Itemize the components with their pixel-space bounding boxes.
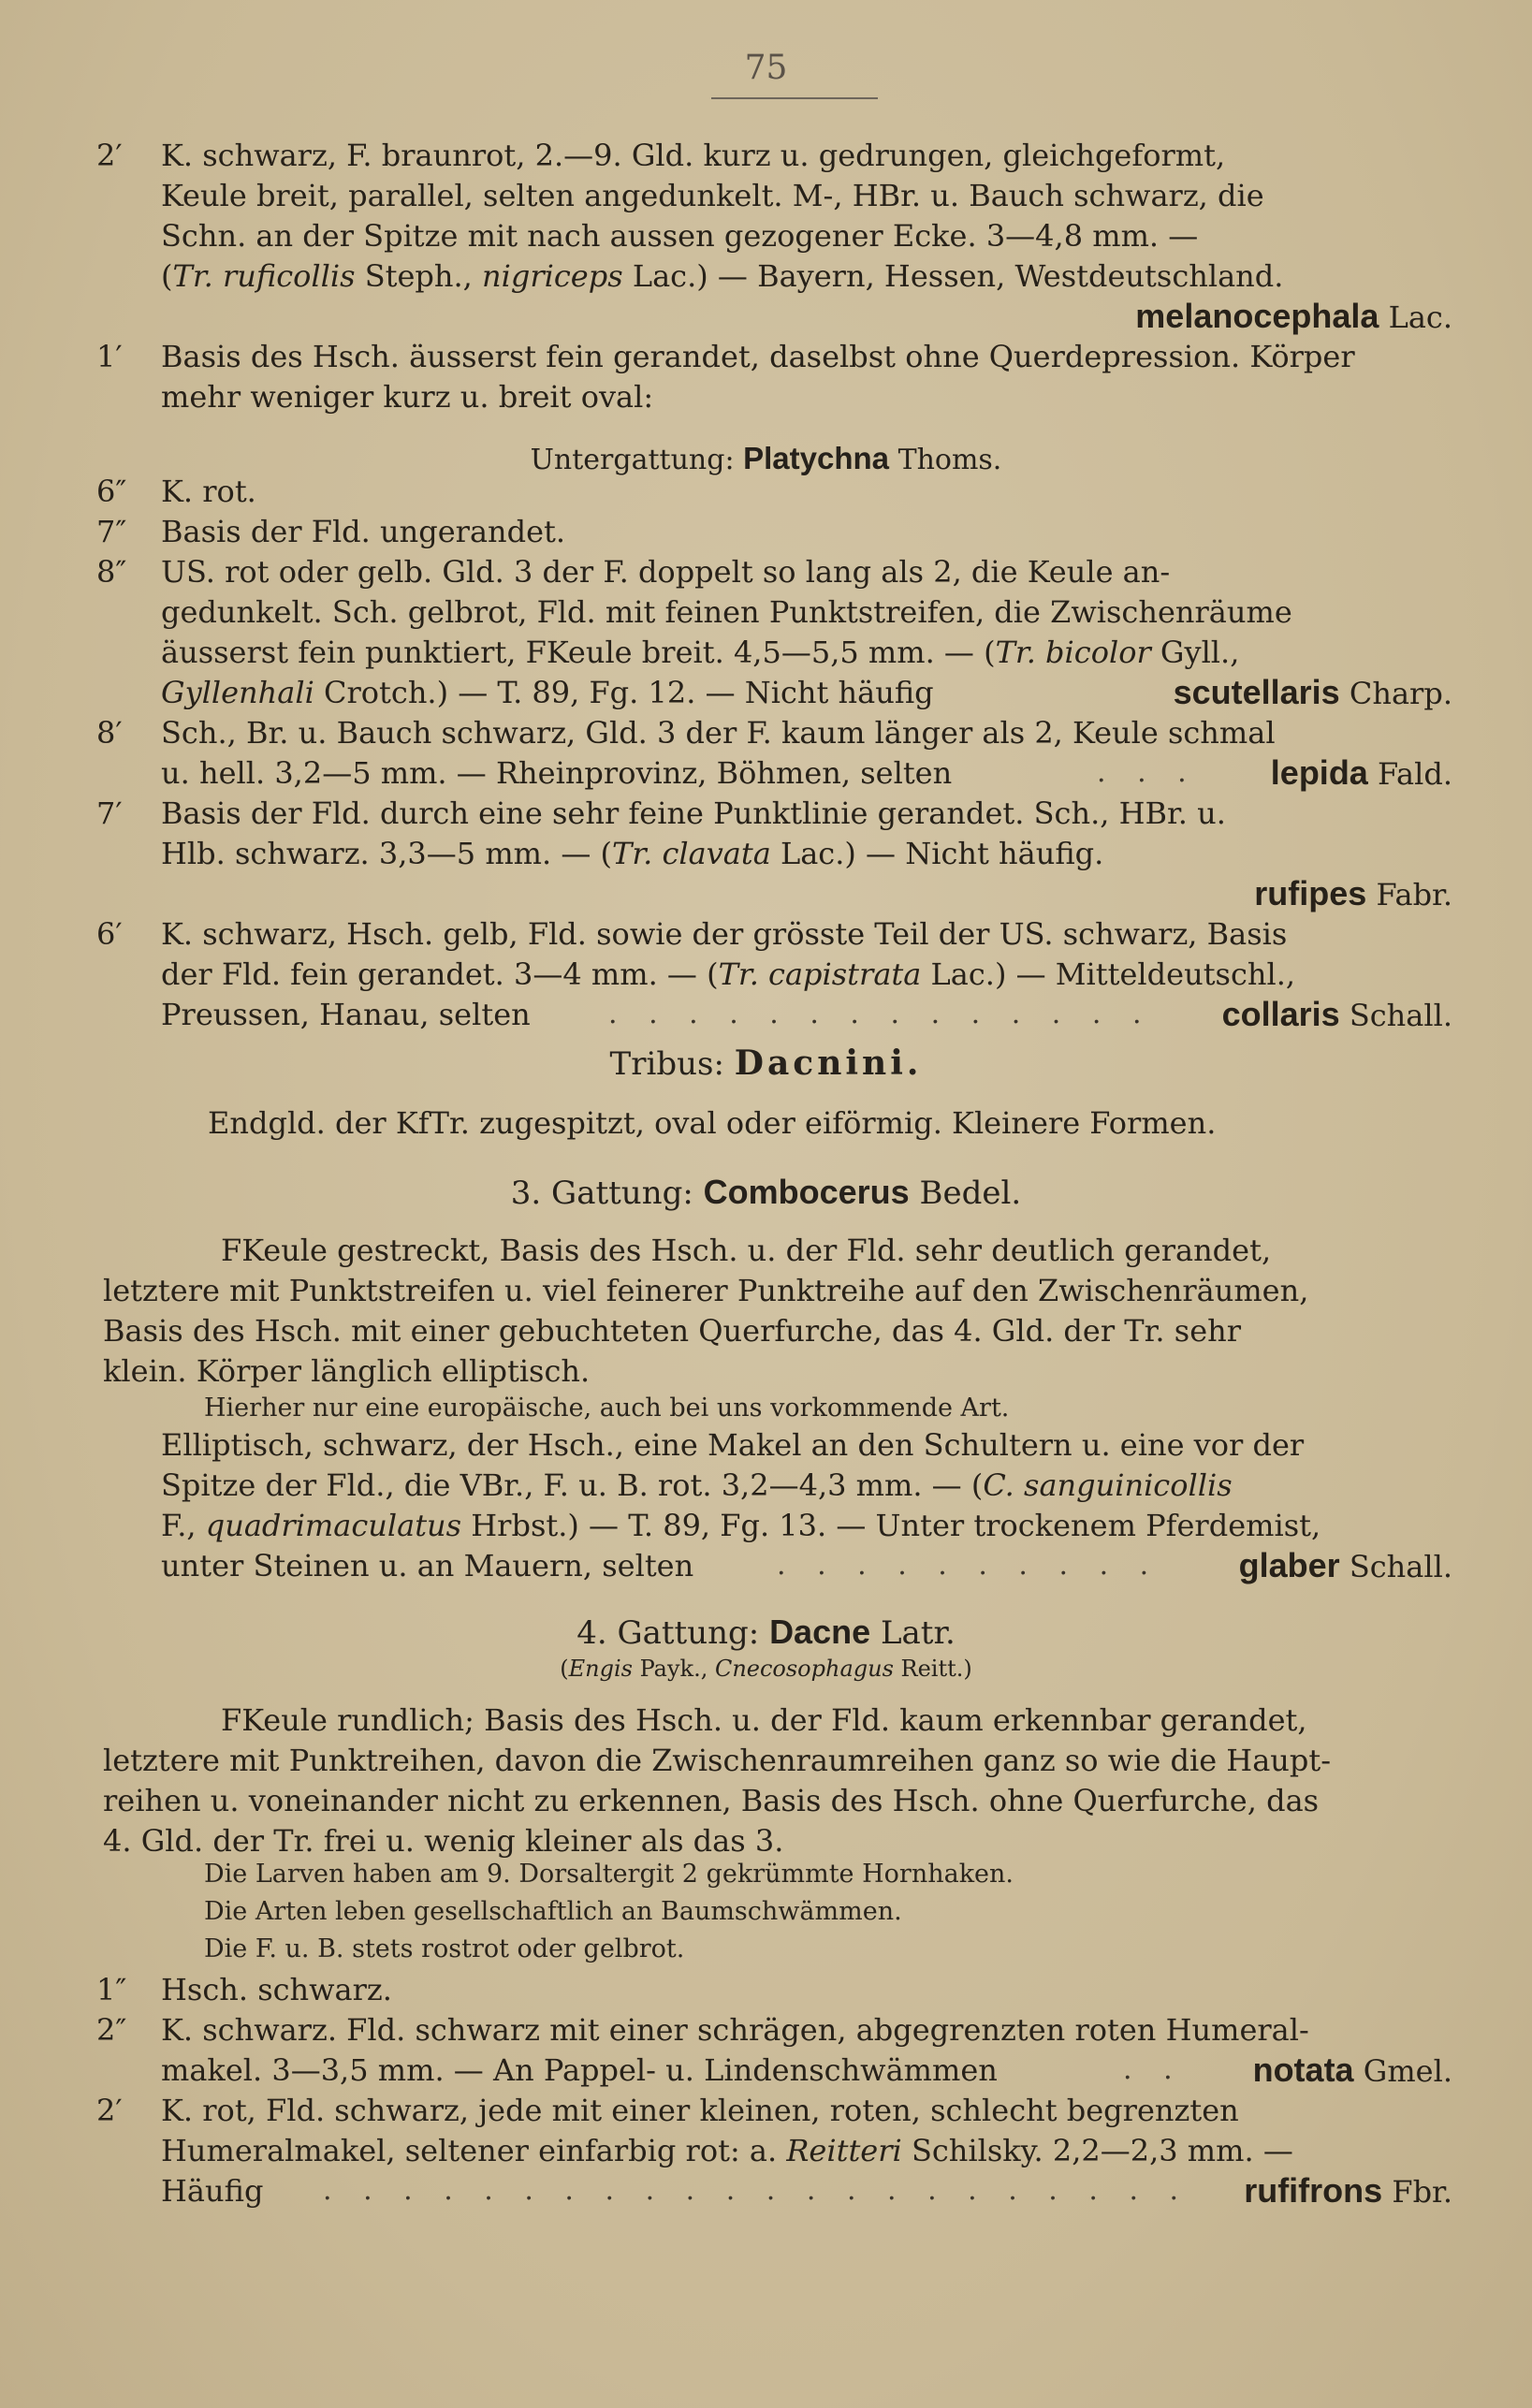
species-epithet: collaris bbox=[1221, 995, 1340, 1033]
genus-description-line: klein. Körper länglich elliptisch. bbox=[103, 1353, 591, 1389]
genus-prefix: 4. Gattung: bbox=[576, 1614, 760, 1652]
subgenus-author: Thoms. bbox=[897, 444, 1002, 476]
genus-synonyms: (Engis Payk., Cnecosophagus Reitt.) bbox=[560, 1656, 972, 1682]
genus-name: Combocerus bbox=[703, 1173, 910, 1211]
entry-line: Basis des Hsch. äusserst fein gerandet, daselbst ohne Querdepression. Körper bbox=[161, 339, 1355, 374]
species-description-line: Elliptisch, schwarz, der Hsch., eine Makel an den Schultern u. eine vor der bbox=[161, 1427, 1305, 1463]
tribus-prefix: Tribus: bbox=[609, 1045, 724, 1083]
genus-name: Dacne bbox=[769, 1613, 871, 1651]
page-number: 75 bbox=[744, 49, 788, 87]
entry-line: Humeralmakel, seltener einfarbig rot: a. Reitteri Schilsky. 2,2—2,3 mm. — bbox=[161, 2133, 1293, 2168]
species-author: Gmel. bbox=[1363, 2053, 1452, 2089]
entry-line: K. rot. bbox=[161, 474, 256, 509]
leader-dots: . . . bbox=[1097, 756, 1198, 789]
leader-dots: . . . . . . . . . . . . . . bbox=[608, 998, 1153, 1030]
subgenus-name: Platychna bbox=[743, 441, 890, 475]
genus-author: Latr. bbox=[880, 1614, 956, 1652]
species-epithet: lepida bbox=[1270, 753, 1368, 792]
entry-line: Sch., Br. u. Bauch schwarz, Gld. 3 der F. kaum länger als 2, Keule schmal bbox=[161, 715, 1276, 751]
entry-label: 7′ bbox=[96, 795, 123, 831]
genus-author: Bedel. bbox=[919, 1175, 1022, 1212]
species-name bbox=[1271, 754, 1452, 793]
genus-prefix: 3. Gattung: bbox=[510, 1175, 693, 1212]
species-epithet: glaber bbox=[1238, 1546, 1340, 1584]
species-name bbox=[1254, 875, 1452, 913]
entry-label: 2″ bbox=[96, 2012, 127, 2048]
entry-line: äusserst fein punktiert, FKeule breit. 4,5—5,5 mm. — (Tr. bicolor Gyll., bbox=[161, 635, 1240, 670]
species-name bbox=[1244, 2172, 1452, 2211]
species-epithet: notata bbox=[1252, 2050, 1354, 2089]
entry-label: 7″ bbox=[96, 514, 127, 549]
entry-line: Basis der Fld. ungerandet. bbox=[161, 514, 566, 549]
species-name bbox=[1174, 674, 1452, 712]
genus-note: Die F. u. B. stets rostrot oder gelbrot. bbox=[204, 1934, 685, 1963]
entry-line: K. schwarz, F. braunrot, 2.—9. Gld. kurz u. gedrungen, gleichgeformt, bbox=[161, 138, 1226, 173]
species-description-line: unter Steinen u. an Mauern, selten bbox=[161, 1548, 694, 1583]
species-author: Schall. bbox=[1349, 998, 1452, 1033]
genus-description-line: Basis des Hsch. mit einer gebuchteten Querfurche, das 4. Gld. der Tr. sehr bbox=[103, 1313, 1242, 1349]
entry-label: 8′ bbox=[96, 715, 123, 751]
species-epithet: rufipes bbox=[1254, 874, 1367, 912]
leader-dots: . . . . . . . . . . bbox=[777, 1549, 1160, 1582]
entry-line: Preussen, Hanau, selten bbox=[161, 997, 531, 1032]
species-name bbox=[1253, 2051, 1452, 2090]
entry-line: Schn. an der Spitze mit nach aussen gezogener Ecke. 3—4,8 mm. — bbox=[161, 218, 1199, 254]
species-name bbox=[1222, 996, 1452, 1034]
genus-heading bbox=[0, 1172, 1532, 1214]
genus-description-line: FKeule rundlich; Basis des Hsch. u. der Fld. kaum erkennbar gerandet, bbox=[221, 1702, 1307, 1738]
entry-line: Basis der Fld. durch eine sehr feine Punktlinie gerandet. Sch., HBr. u. bbox=[161, 795, 1226, 831]
species-description-line: F., quadrimaculatus Hrbst.) — T. 89, Fg. 13. — Unter trockenem Pferdemist, bbox=[161, 1508, 1321, 1543]
species-author: Charp. bbox=[1349, 676, 1452, 711]
entry-label: 8″ bbox=[96, 554, 127, 590]
entry-line: u. hell. 3,2—5 mm. — Rheinprovinz, Böhmen, selten bbox=[161, 755, 953, 791]
entry-line: gedunkelt. Sch. gelbrot, Fld. mit feinen Punktstreifen, die Zwischenräume bbox=[161, 594, 1292, 630]
entry-line: (Tr. ruficollis Steph., nigriceps Lac.) — Bayern, Hessen, Westdeutschland. bbox=[161, 258, 1284, 294]
entry-label: 6′ bbox=[96, 916, 123, 952]
genus-note: Die Arten leben gesellschaftlich an Baumschwämmen. bbox=[204, 1897, 902, 1926]
species-author: Lac. bbox=[1388, 299, 1452, 335]
entry-line: Gyllenhali Crotch.) — T. 89, Fg. 12. — Nicht häufig bbox=[161, 675, 934, 710]
entry-label: 6″ bbox=[96, 474, 127, 509]
species-author: Fbr. bbox=[1392, 2174, 1452, 2210]
entry-line: US. rot oder gelb. Gld. 3 der F. doppelt so lang als 2, die Keule an- bbox=[161, 554, 1171, 590]
genus-description-line: letztere mit Punktreihen, davon die Zwischenraumreihen ganz so wie die Haupt- bbox=[103, 1743, 1332, 1778]
entry-line: makel. 3—3,5 mm. — An Pappel- u. Lindenschwämmen bbox=[161, 2052, 998, 2088]
species-description-line: Spitze der Fld., die VBr., F. u. B. rot. 3,2—4,3 mm. — (C. sanguinicollis bbox=[161, 1467, 1233, 1503]
entry-line: K. rot, Fld. schwarz, jede mit einer kleinen, roten, schlecht begrenzten bbox=[161, 2093, 1239, 2128]
entry-line: K. schwarz. Fld. schwarz mit einer schrägen, abgegrenzten roten Humeral- bbox=[161, 2012, 1309, 2048]
entry-line: K. schwarz, Hsch. gelb, Fld. sowie der grösste Teil der US. schwarz, Basis bbox=[161, 916, 1288, 952]
genus-description-line: letztere mit Punktstreifen u. viel feinerer Punktreihe auf den Zwischenräumen, bbox=[103, 1273, 1309, 1308]
tribus-heading bbox=[0, 1043, 1532, 1085]
entry-line: mehr weniger kurz u. breit oval: bbox=[161, 379, 654, 415]
leader-dots: . . bbox=[1123, 2053, 1184, 2086]
genus-description-line: reihen u. voneinander nicht zu erkennen, Basis des Hsch. ohne Querfurche, das bbox=[103, 1783, 1320, 1818]
species-author: Schall. bbox=[1349, 1549, 1452, 1584]
genus-heading bbox=[0, 1612, 1532, 1654]
entry-label: 1″ bbox=[96, 1972, 127, 2007]
header-rule bbox=[711, 97, 878, 99]
species-name bbox=[1135, 298, 1452, 336]
tribus-description: Endgld. der KfTr. zugespitzt, oval oder eiförmig. Kleinere Formen. bbox=[208, 1105, 1217, 1141]
genus-note: Hierher nur eine europäische, auch bei uns vorkommende Art. bbox=[204, 1394, 1010, 1423]
species-author: Fald. bbox=[1378, 756, 1452, 792]
entry-line: Hlb. schwarz. 3,3—5 mm. — (Tr. clavata Lac.) — Nicht häufig. bbox=[161, 836, 1104, 871]
species-epithet: scutellaris bbox=[1173, 673, 1340, 711]
genus-note: Die Larven haben am 9. Dorsaltergit 2 gekrümmte Hornhaken. bbox=[204, 1860, 1014, 1889]
entry-line: der Fld. fein gerandet. 3—4 mm. — (Tr. capistrata Lac.) — Mitteldeutschl., bbox=[161, 956, 1296, 992]
species-epithet: melanocephala bbox=[1135, 297, 1379, 335]
species-epithet: rufifrons bbox=[1244, 2171, 1383, 2210]
species-name bbox=[1239, 1547, 1452, 1585]
genus-description-line: FKeule gestreckt, Basis des Hsch. u. der Fld. sehr deutlich gerandet, bbox=[221, 1233, 1272, 1268]
entry-line: Hsch. schwarz. bbox=[161, 1972, 392, 2007]
genus-description-line: 4. Gld. der Tr. frei u. wenig kleiner als das 3. bbox=[103, 1823, 784, 1859]
entry-line: Häufig bbox=[161, 2173, 264, 2209]
leader-dots: . . . . . . . . . . . . . . . . . . . . . . bbox=[323, 2174, 1190, 2207]
entry-label: 2′ bbox=[96, 138, 123, 173]
subgenus-prefix: Untergattung: bbox=[530, 444, 735, 476]
tribus-name: Dacnini. bbox=[734, 1043, 923, 1083]
species-author: Fabr. bbox=[1376, 877, 1452, 912]
entry-label: 2′ bbox=[96, 2093, 123, 2128]
entry-label: 1′ bbox=[96, 339, 123, 374]
entry-line: Keule breit, parallel, selten angedunkelt. M-, HBr. u. Bauch schwarz, die bbox=[161, 178, 1264, 213]
